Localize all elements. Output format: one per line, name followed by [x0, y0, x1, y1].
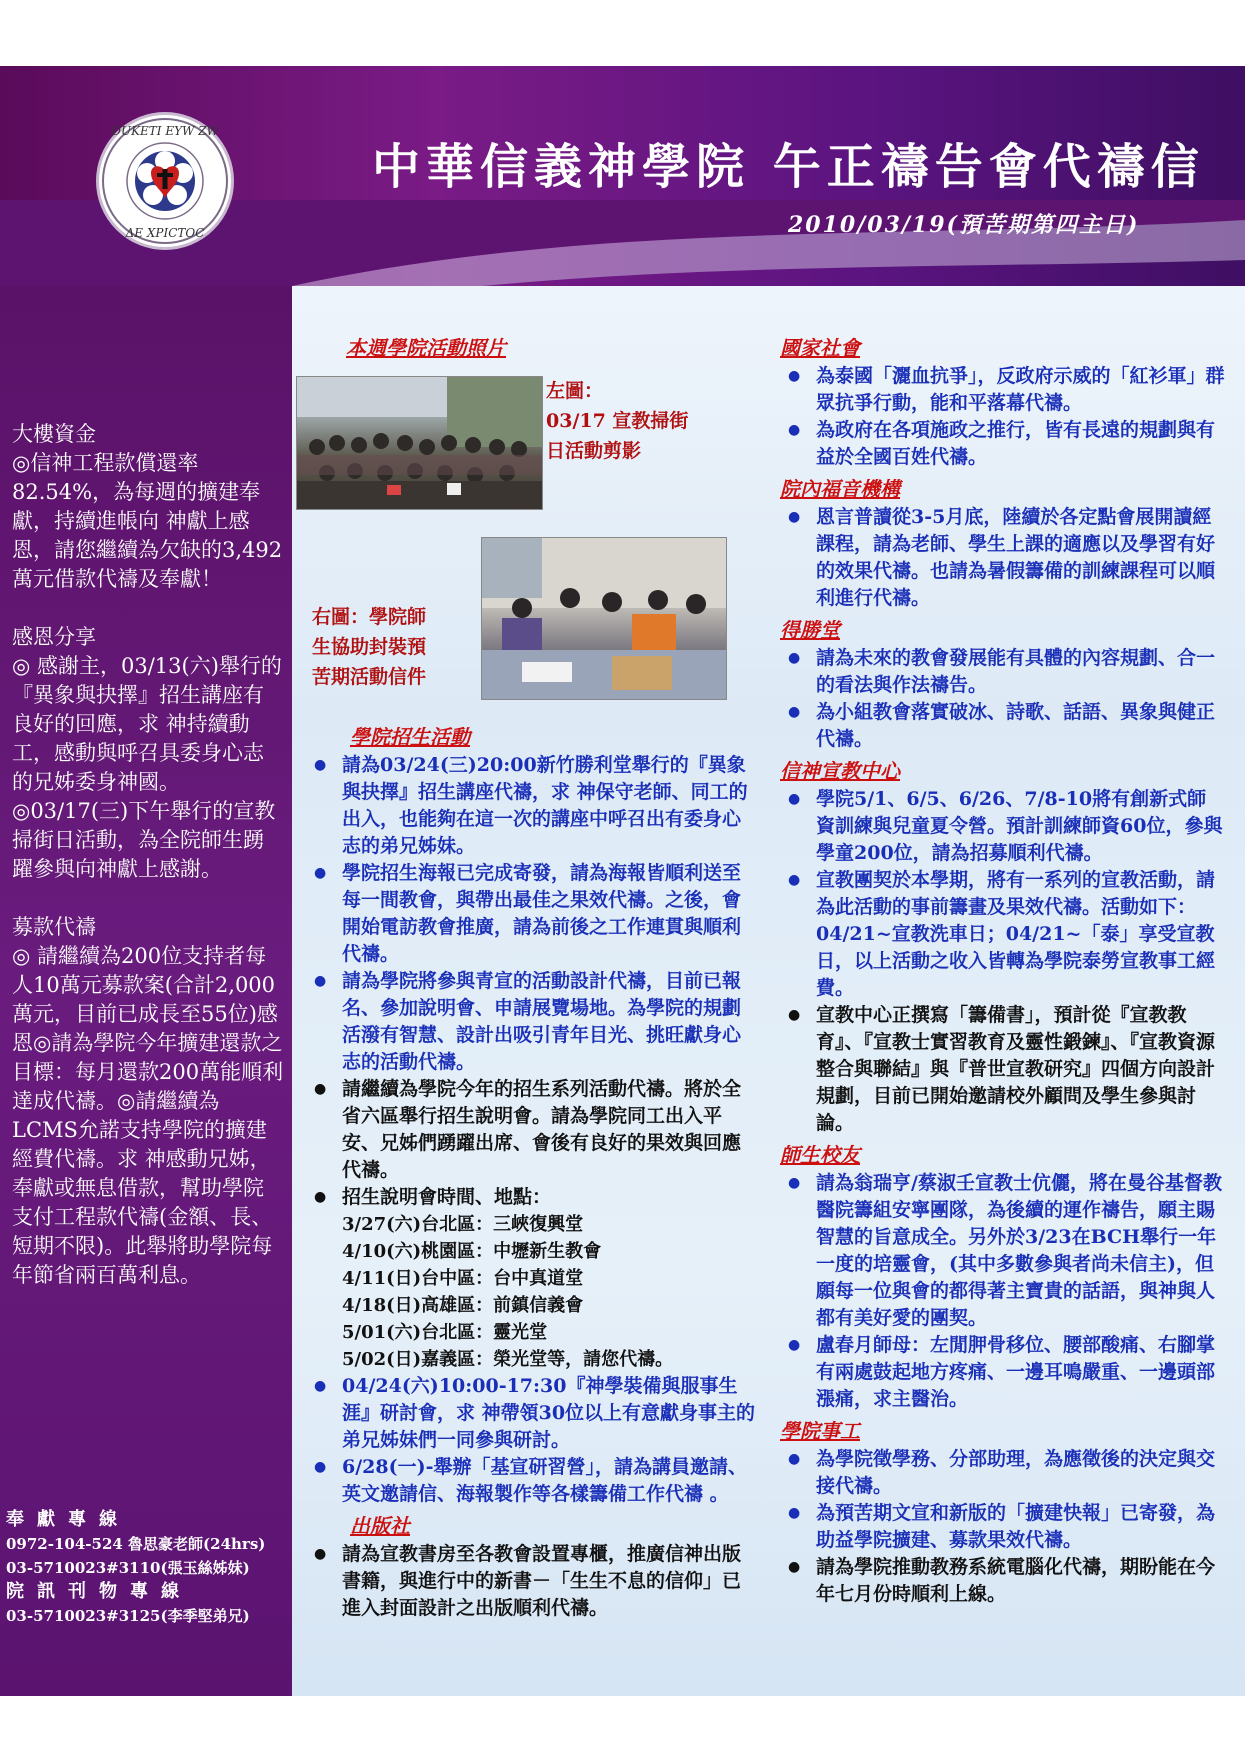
prayer-item: ● 恩言普讀從3-5月底，陸續於各定點會展開讀經課程，請為老師、學生上課的適應以及學習有好的效果代禱。也請為暑假籌備的訓練課程可以順利進行代禱。 [780, 504, 1225, 612]
publish-heading: 出版社 [350, 1514, 410, 1538]
prayer-item: ● 請為未來的教會發展能有具體的內容規劃、合一的看法與作法禱告。 [780, 645, 1225, 699]
contact-heading: 奉獻專線 [6, 1509, 130, 1530]
sidebar-section-body: ◎ 感謝主，03/13(六)舉行的『異象與抉擇』招生講座有良好的回應，求 神持續動工，感動與呼召具委身心志的兄姊委身神國。◎03/17(三)下午舉行的宣教掃街日活動，為全院師生踴躍參與向神獻上感謝。 [12, 654, 282, 881]
prayer-item: ● 招生說明會時間、地點： [306, 1184, 756, 1211]
prayer-item: ● 請為翁瑞亨/蔡淑壬宣教士伉儷，將在曼谷基督教醫院籌組安寧團隊，為後續的運作禱告，願主賜智慧的旨意成全。另外於3/23在BCH舉行一年一度的培靈會，(其中多數參與者尚未信主)，但願每一位與會的都得著主寶貴的話語，與神與人都有美好愛的團契。 [780, 1170, 1225, 1332]
recruit-list-2 [306, 1373, 756, 1508]
prayer-item: ● 請為03/24(三)20:00新竹勝利堂舉行的『異象與抉擇』招生講座代禱，求 神保守老師、同工的出入，也能夠在這一次的講座中呼召出有委身心志的弟兄姊妹。 [306, 752, 756, 860]
section-list [780, 1170, 1225, 1413]
section-heading: 信神宣教中心 [780, 759, 900, 783]
contact-line: 03-5710023#3110(張玉絲姊妹) [6, 1559, 250, 1577]
sidebar-section-heading: 募款代禱 [12, 915, 96, 939]
prayer-item: ● 6/28(一)-舉辦「基宣研習營」，請為講員邀請、英文邀請信、海報製作等各樣籌備工作代禱 。 [306, 1454, 756, 1508]
page-title: 中華信義神學院 午正禱告會代禱信 [372, 139, 1205, 195]
middle-column [306, 330, 756, 1622]
prayer-item: ● 請繼續為學院今年的招生系列活動代禱。將於全省六區舉行招生說明會。請為學院同工出入平安、兄姊們踴躍出席、會後有良好的果效與回應代禱。 [306, 1076, 756, 1184]
schedule-item: 4/10(六)桃園區：中壢新生教會 [342, 1241, 602, 1262]
recruit-heading: 學院招生活動 [350, 725, 470, 749]
prayer-item: ● 為泰國「灑血抗爭」，反政府示威的「紅衫軍」群眾抗爭行動，能和平落幕代禱。 [780, 363, 1225, 417]
sidebar-section [12, 420, 284, 594]
schedule-list [306, 1211, 756, 1373]
prayer-item: ● 宣教中心正撰寫「籌備書」，預計從『宣教教育』、『宣教士實習教育及靈性鍛鍊』、『宣教資源整合與聯結』與『普世宣教研究』四個方向設計規劃，目前已開始邀請校外顧問及學生參與討論。 [780, 1002, 1225, 1137]
sidebar-contacts [6, 1508, 288, 1628]
section-heading: 得勝堂 [780, 618, 840, 642]
prayer-item: ● 請為學院推動教務系統電腦化代禱，期盼能在今年七月份時順利上線。 [780, 1554, 1225, 1608]
section-heading: 學院事工 [780, 1419, 860, 1443]
contact-heading: 院訊刊物專線 [6, 1581, 192, 1602]
prayer-item: ● 請為宣教書房至各教會設置專櫃，推廣信神出版書籍，與進行中的新書－「生生不息的信仰」已進入封面設計之出版順利代禱。 [306, 1541, 756, 1622]
section-list [780, 786, 1225, 1137]
schedule-item: 3/27(六)台北區：三峽復興堂 [342, 1214, 584, 1235]
sidebar-section-body: ◎信神工程款償還率82.54%，為每週的擴建奉獻，持續進帳向 神獻上感恩，請您繼續為欠缺的3,492萬元借款代禱及奉獻！ [12, 451, 283, 591]
section-heading: 院內福音機構 [780, 477, 900, 501]
prayer-item: ● 宣教團契於本學期，將有一系列的宣教活動，請為此活動的事前籌畫及果效代禱。活動如下：04/21~宣教洗車日；04/21~「泰」享受宣教日，以上活動之收入皆轉為學院泰勞宣教事工經費。 [780, 867, 1225, 1002]
prayer-item: ● 為小組教會落實破冰、詩歌、話語、異象與健正代禱。 [780, 699, 1225, 753]
svg-text:OUKETI EYW ZW: OUKETI EYW ZW [111, 124, 219, 138]
schedule-item: 4/11(日)台中區：台中真道堂 [342, 1268, 584, 1289]
sidebar-section [12, 913, 284, 1290]
contact-line: 0972-104-524 魯思豪老師(24hrs) [6, 1535, 266, 1553]
sidebar-section-heading: 感恩分享 [12, 625, 96, 649]
publish-list [306, 1541, 756, 1622]
photos-heading: 本週學院活動照片 [346, 336, 506, 360]
schedule-item: 5/01(六)台北區：靈光堂 [342, 1322, 548, 1343]
svg-text:ΔE XPICTOC: ΔE XPICTOC [125, 226, 205, 240]
luther-rose-icon [99, 115, 231, 247]
sidebar-section-body: ◎ 請繼續為200位支持者每人10萬元募款案(合計2,000萬元，目前已成長至55位)感恩◎請為學院今年擴建還款之目標：每月還款200萬能順利達成代禱。◎請繼續為LCMS允諾支持學院的擴建經費代禱。求 神感動兄姊，奉獻或無息借款，幫助學院支付工程款代禱(金額、長、短期不限)。此舉將助學院每年節省兩百萬利息。 [12, 944, 284, 1287]
prayer-item: ● 為預苦期文宣和新版的「擴建快報」已寄發，為助益學院擴建、募款果效代禱。 [780, 1500, 1225, 1554]
sidebar-section [12, 623, 284, 884]
prayer-item: ● 盧春月師母：左閒胛骨移位、腰部酸痛、右腳掌有兩處鼓起地方疼痛、一邊耳鳴嚴重、一邊頭部漲痛，求主醫治。 [780, 1332, 1225, 1413]
photo-caption-right: 右圖：學院師 生協助封裝預 苦期活動信件 [312, 606, 427, 688]
contact-line: 03-5710023#3125(李季堅弟兄) [6, 1607, 250, 1625]
schedule-item: 4/18(日)高雄區：前鎮信義會 [342, 1295, 584, 1316]
prayer-item: ● 請為學院將參與青宣的活動設計代禱，目前已報名、參加說明會、申請展覽場地。為學院的規劃活潑有智慧、設計出吸引青年目光、挑旺獻身心志的活動代禱。 [306, 968, 756, 1076]
section-heading: 師生校友 [780, 1143, 860, 1167]
prayer-item: ● 學院招生海報已完成寄發，請為海報皆順利送至每一間教會，與帶出最佳之果效代禱。之後，會開始電訪教會推廣，請為前後之工作連貫與順利代禱。 [306, 860, 756, 968]
seminary-seal-logo [96, 112, 234, 250]
prayer-item: ● 為學院徵學務、分部助理，為應徵後的決定與交接代禱。 [780, 1446, 1225, 1500]
recruit-list [306, 752, 756, 1211]
section-list [780, 504, 1225, 612]
prayer-item: ● 學院5/1、6/5、6/26、7/8-10將有創新式師資訓練與兒童夏令營。預計訓練師資60位，參與學童200位，請為招募順利代禱。 [780, 786, 1225, 867]
section-heading: 國家社會 [780, 336, 860, 360]
section-list [780, 1446, 1225, 1608]
prayer-item: ● 為政府在各項施政之推行，皆有長遠的規劃與有益於全國百姓代禱。 [780, 417, 1225, 471]
prayer-item: ● 04/24(六)10:00-17:30『神學裝備與服事生涯』研討會，求 神帶領30位以上有意獻身事主的弟兄姊妹們一同參與研討。 [306, 1373, 756, 1454]
section-list [780, 363, 1225, 471]
sidebar-prayer-notes [12, 420, 284, 1319]
schedule-item: 5/02(日)嘉義區：榮光堂等，請您代禱。 [342, 1349, 674, 1370]
page-date-subtitle: 2010/03/19(預苦期第四主日) [788, 212, 1140, 238]
section-list [780, 645, 1225, 753]
sidebar-section-heading: 大樓資金 [12, 422, 96, 446]
right-column [780, 330, 1225, 1608]
photo-caption-left: 左圖： 03/17 宣教掃街 日活動剪影 [546, 380, 689, 462]
